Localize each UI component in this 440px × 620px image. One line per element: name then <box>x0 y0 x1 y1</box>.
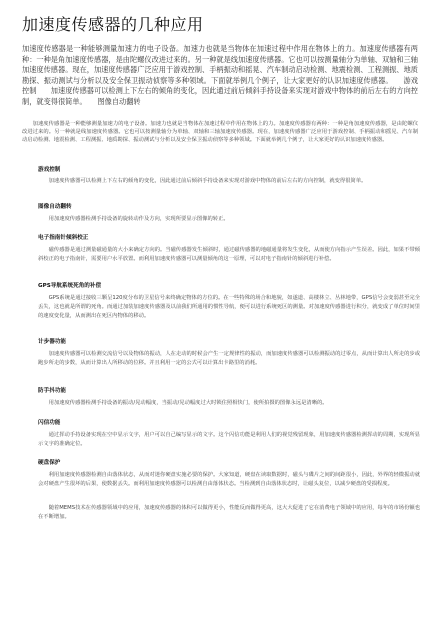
section-text: 通过挥动手持设备实现在空中显示文字，用户可以自己编写显示的文字。这个闪信功能是利用人们的视觉残留现象，用加速度传感器检测挥动的周期，实现所显示文字的准确定位。 <box>38 432 420 447</box>
section-heading: 电子指南针倾斜校正 <box>38 235 89 241</box>
intro-paragraph: 加速度传感器是一种能够测量加速力的电子设备。加速力也就是当物体在加速过程中作用在物体上的力。加速度传感器有两种：一种是角加速度传感器，是由陀螺仪改进过来的。另一种就是线加速度传感器。它也可以按测量轴分为单轴、双轴和三轴加速度传感器。现在，加速度传感器广泛应用于游戏控制、手柄振动和摇晃、汽车制动启动检测、地震检测、工程测振、地质勘探、振动测试与分析以及安全保卫振动侦察等多种领域。下面就举例几个例子，让大家更好的认识加速度传感器。 游戏控制 加速度传感器可以检测上下左右的倾角的变化，因此通过前后倾斜手持设备来实现对游戏中物体的前后左右的方向控制，就变得很简单。 图像自动翻转 <box>22 44 418 106</box>
summary-paragraph: 加速度传感器是一种能够测量加速力的电子设备。加速力也就是当物体在加速过程中作用在物体上的力。加速度传感器有两种：一种是角加速度传感器，是由陀螺仪改进过来的。另一种就是线加速度传感器。它也可以按测量轴分为单轴、双轴和三轴加速度传感器。现在，加速度传感器广泛应用于游戏控制、手柄振动和摇晃、汽车制动启动检测、地震检测、工程测振、地质勘探、振动测试与分析以及安全保卫振动侦察等多种领域。下面就举例几个例子，让大家更好的认识加速度传感器。 <box>22 121 418 143</box>
section-heading: 防手抖功能 <box>38 388 66 394</box>
closing-paragraph: 随着MEMS技术在传感器领域中的应用，加速度传感器的体积可以做得更小，性能反而做得更高，这大大促进了它在消费电子领域中的应用，每年的市场份额也在不断增加。 <box>38 505 420 520</box>
section-heading: 计步器功能 <box>38 339 66 345</box>
section-text: 加速度传感器可以检测上下左右的倾角的变化，因此通过前后倾斜手持设备来实现对游戏中物体的前后左右的方向控制，就变得很简单。 <box>48 178 367 184</box>
section-heading: 闪信功能 <box>38 420 61 426</box>
page-title: 加速度传感器的几种应用 <box>22 15 204 34</box>
section-text: 磁传感器是通过测量磁通量的大小来确定方向的。当磁传感器发生倾斜时，通过磁传感器的地磁通量将发生变化，从而使方向指示产生误差。因此，如果不带倾斜校正的电子指南针，需要用户水平放置。而利用加速度传感器可以测量倾角的这一原理，可以对电子指南针的倾斜进行补偿。 <box>38 247 420 262</box>
section-heading: 图像自动翻转 <box>38 204 72 210</box>
section-text: 利用加速度传感器检测自由落体状态，从而对迷你硬盘实施必要的保护。大家知道，硬盘在读取数据时，磁头与碟片之间的间距很小，因此，外界的轻微振动就会对硬盘产生很坏的后果，使数据丢失。而利用加速度传感器可以检测自由落体状态。当检测到自由落体状态时，让磁头复位，以减少硬盘的受损程度。 <box>38 472 420 487</box>
section-heading: 游戏控制 <box>38 167 61 173</box>
section-text: 加速度传感器可以检测交流信号以及物体的振动，人在走动的时候会产生一定规律性的振动，而加速度传感器可以检测振动的过零点，从而计算出人所走的步或跑步所走的步数，从而计算出人所移动的位移。并且利用一定的公式可以计算出卡路里的消耗。 <box>38 351 420 366</box>
section-text: 用加速度传感器检测手持设备的旋转动作及方向，实现所要显示图像的转正。 <box>48 216 229 222</box>
section-text: GPS系统是通过接收三颗呈120度分布的卫星信号来终确定物体的方位的。在一些特殊的场合和地貌，如遂道、高楼林立、丛林地带，GPS信号会变弱甚至完全丢失，这也就是所谓的死角。而通过加装加速度传感器及以前我们所通用的惯性导航，便可以进行系统死区的测量。对加速度传感器进行积分，就变成了单位时间里的速度变化量，从而测出在死区内物体的移动。 <box>38 295 420 319</box>
section-text: 用加速度传感器检测手持设备的振动/晃动幅度，当振动/晃动幅度过大时锁住照相快门，使所拍摄的图像永远是清晰的。 <box>48 400 328 406</box>
section-heading: 硬盘保护 <box>38 460 61 466</box>
section-heading: GPS导航系统死角的补偿 <box>38 283 102 289</box>
